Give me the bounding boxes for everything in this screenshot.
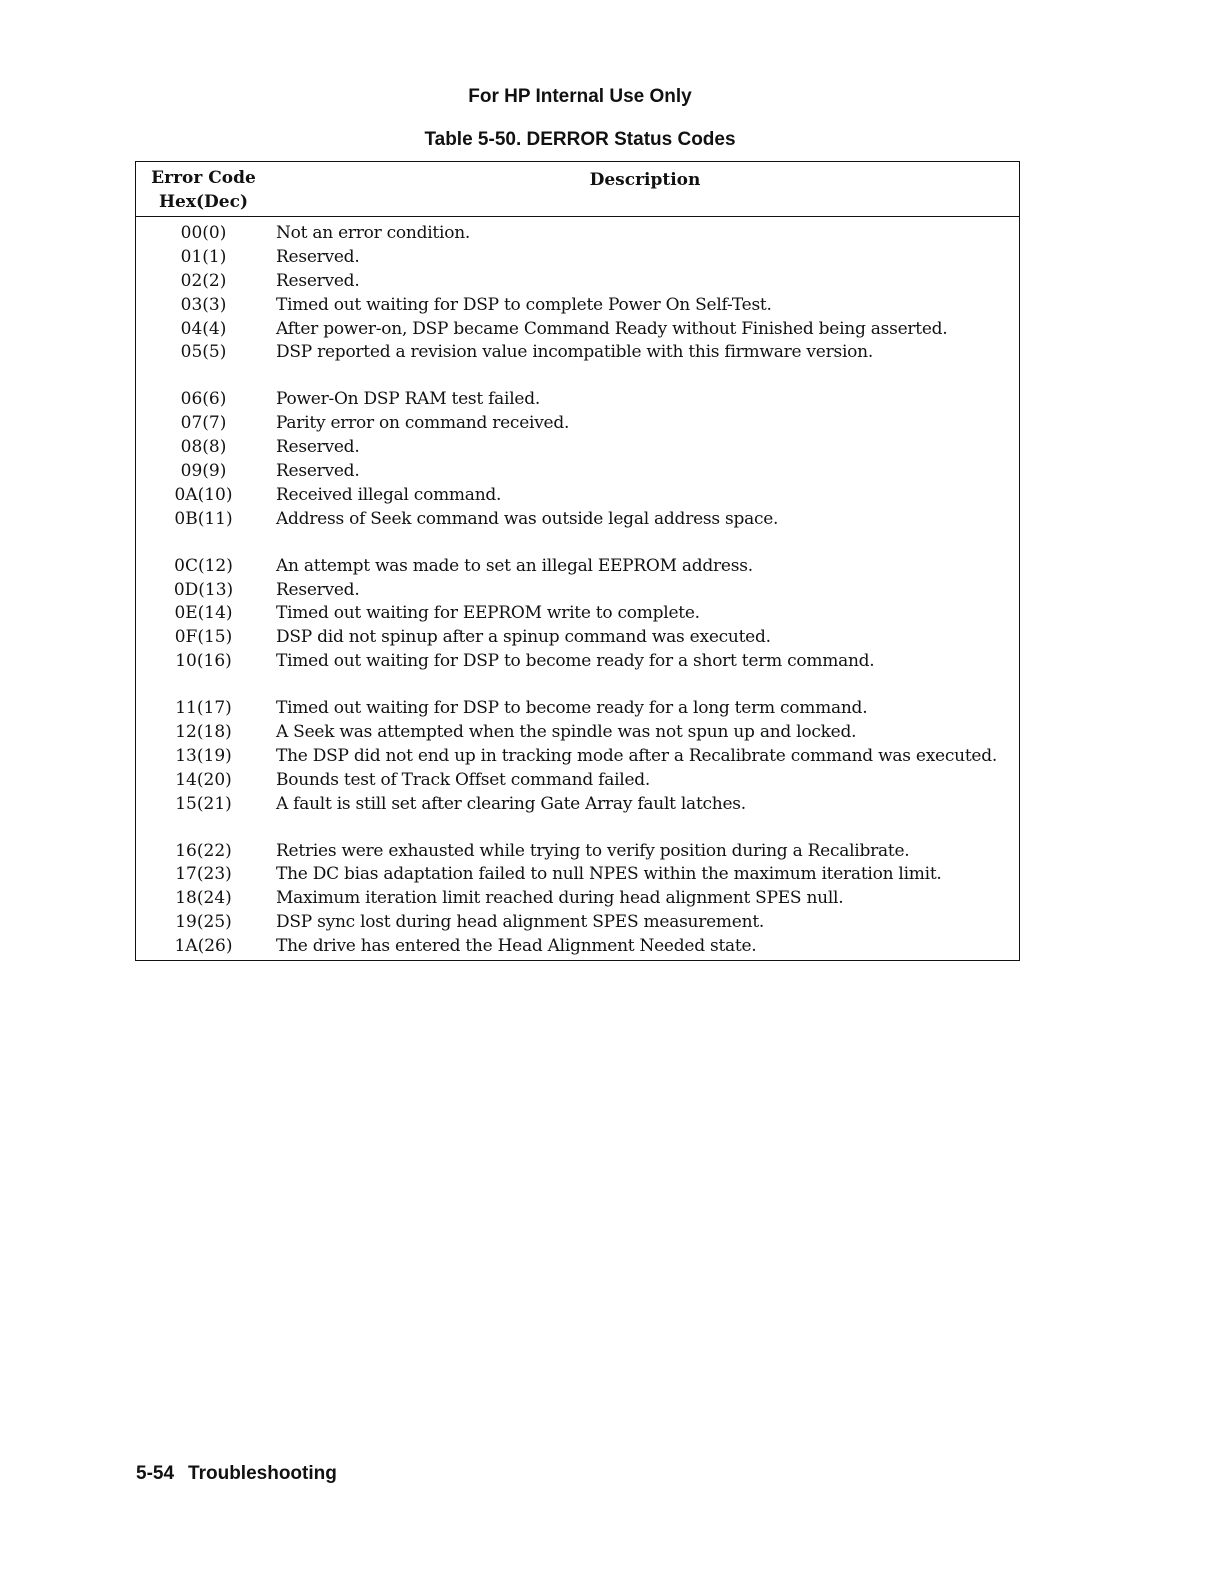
table-row xyxy=(136,317,1019,341)
table-row xyxy=(136,554,1019,578)
table-row xyxy=(136,245,1019,269)
error-description: Reserved. xyxy=(276,437,360,458)
page-footer xyxy=(136,1463,337,1485)
table-row xyxy=(136,293,1019,317)
error-code: 11(17) xyxy=(175,698,232,719)
table-row xyxy=(136,387,1019,411)
table-row xyxy=(136,221,1019,245)
table-row xyxy=(136,269,1019,293)
error-description: Timed out waiting for EEPROM write to complete. xyxy=(276,603,700,624)
error-code: 0E(14) xyxy=(174,603,233,624)
error-code: 04(4) xyxy=(180,318,227,339)
error-code: 15(21) xyxy=(175,793,232,814)
table-row xyxy=(136,910,1019,934)
page-header: For HP Internal Use Only xyxy=(468,86,692,107)
column-header-error-code: Error Code Hex(Dec) xyxy=(151,168,256,212)
error-code: 17(23) xyxy=(175,864,232,885)
table-row xyxy=(136,649,1019,673)
table-row xyxy=(136,696,1019,720)
table-row xyxy=(136,411,1019,435)
table-row xyxy=(136,720,1019,744)
table-row xyxy=(136,839,1019,863)
error-code: 09(9) xyxy=(180,460,227,481)
error-code: 0F(15) xyxy=(174,627,233,648)
table-row xyxy=(136,483,1019,507)
error-description: Maximum iteration limit reached during head alignment SPES null. xyxy=(276,888,844,909)
row-group xyxy=(136,221,1019,364)
error-code: 12(18) xyxy=(175,721,232,742)
error-code: 0C(12) xyxy=(174,555,233,576)
table-row xyxy=(136,792,1019,816)
error-code: 0D(13) xyxy=(173,579,234,600)
error-description: Timed out waiting for DSP to complete Power On Self-Test. xyxy=(276,294,772,315)
error-description: DSP did not spinup after a spinup command was executed. xyxy=(276,627,771,648)
page-number: 5-54 xyxy=(136,1463,175,1484)
row-group xyxy=(136,554,1019,673)
table-row xyxy=(136,862,1019,886)
error-code: 1A(26) xyxy=(174,936,233,957)
error-description: Not an error condition. xyxy=(276,222,471,243)
error-description: Bounds test of Track Offset command failed. xyxy=(276,769,651,790)
table-row xyxy=(136,340,1019,364)
error-description: Retries were exhausted while trying to verify position during a Recalibrate. xyxy=(276,840,910,861)
error-code: 05(5) xyxy=(180,342,227,363)
error-code: 06(6) xyxy=(180,389,227,410)
error-description: Timed out waiting for DSP to become ready for a short term command. xyxy=(276,651,875,672)
error-description: The DC bias adaptation failed to null NPES within the maximum iteration limit. xyxy=(276,864,942,885)
row-group xyxy=(136,839,1019,958)
column-header-description: Description xyxy=(589,170,701,190)
error-description: Reserved. xyxy=(276,579,360,600)
error-code: 07(7) xyxy=(180,413,227,434)
error-code: 18(24) xyxy=(175,888,232,909)
section-name: Troubleshooting xyxy=(188,1463,337,1484)
error-code: 10(16) xyxy=(175,651,232,672)
error-description: DSP sync lost during head alignment SPES measurement. xyxy=(276,912,765,933)
error-code: 08(8) xyxy=(180,437,227,458)
row-group xyxy=(136,696,1019,815)
error-description: Timed out waiting for DSP to become ready for a long term command. xyxy=(276,698,868,719)
error-code: 14(20) xyxy=(175,769,232,790)
error-code: 00(0) xyxy=(180,222,227,243)
table-row xyxy=(136,601,1019,625)
table-row xyxy=(136,435,1019,459)
table-row xyxy=(136,625,1019,649)
table-row xyxy=(136,507,1019,531)
error-description: Reserved. xyxy=(276,460,360,481)
error-description: After power-on, DSP became Command Ready without Finished being asserted. xyxy=(276,318,948,339)
error-description: Address of Seek command was outside legal address space. xyxy=(276,508,779,529)
row-group xyxy=(136,387,1019,530)
table-row xyxy=(136,459,1019,483)
error-code: 03(3) xyxy=(180,294,227,315)
error-description: The drive has entered the Head Alignment Needed state. xyxy=(276,936,757,957)
error-code: 0B(11) xyxy=(174,508,233,529)
table-row xyxy=(136,578,1019,602)
error-description: Reserved. xyxy=(276,246,360,267)
error-description: Received illegal command. xyxy=(276,484,502,505)
error-code: 01(1) xyxy=(180,246,227,267)
error-description: A fault is still set after clearing Gate Array fault latches. xyxy=(276,793,746,814)
table-title: Table 5-50. DERROR Status Codes xyxy=(424,129,736,150)
error-description: Parity error on command received. xyxy=(276,413,570,434)
error-description: Reserved. xyxy=(276,270,360,291)
table-row xyxy=(136,886,1019,910)
error-description: DSP reported a revision value incompatible with this firmware version. xyxy=(276,342,873,363)
table-row xyxy=(136,934,1019,958)
error-description: An attempt was made to set an illegal EEPROM address. xyxy=(276,555,753,576)
table-header-row xyxy=(136,162,1019,217)
error-code: 13(19) xyxy=(175,745,232,766)
table-body xyxy=(136,217,1019,958)
error-code: 02(2) xyxy=(180,270,227,291)
error-code: 16(22) xyxy=(175,840,232,861)
error-description: Power-On DSP RAM test failed. xyxy=(276,389,541,410)
table-row xyxy=(136,768,1019,792)
table-row xyxy=(136,744,1019,768)
error-code: 0A(10) xyxy=(174,484,233,505)
error-code-table xyxy=(135,161,1020,961)
error-description: A Seek was attempted when the spindle was not spun up and locked. xyxy=(276,721,857,742)
error-description: The DSP did not end up in tracking mode after a Recalibrate command was executed. xyxy=(276,745,998,766)
error-code: 19(25) xyxy=(175,912,232,933)
